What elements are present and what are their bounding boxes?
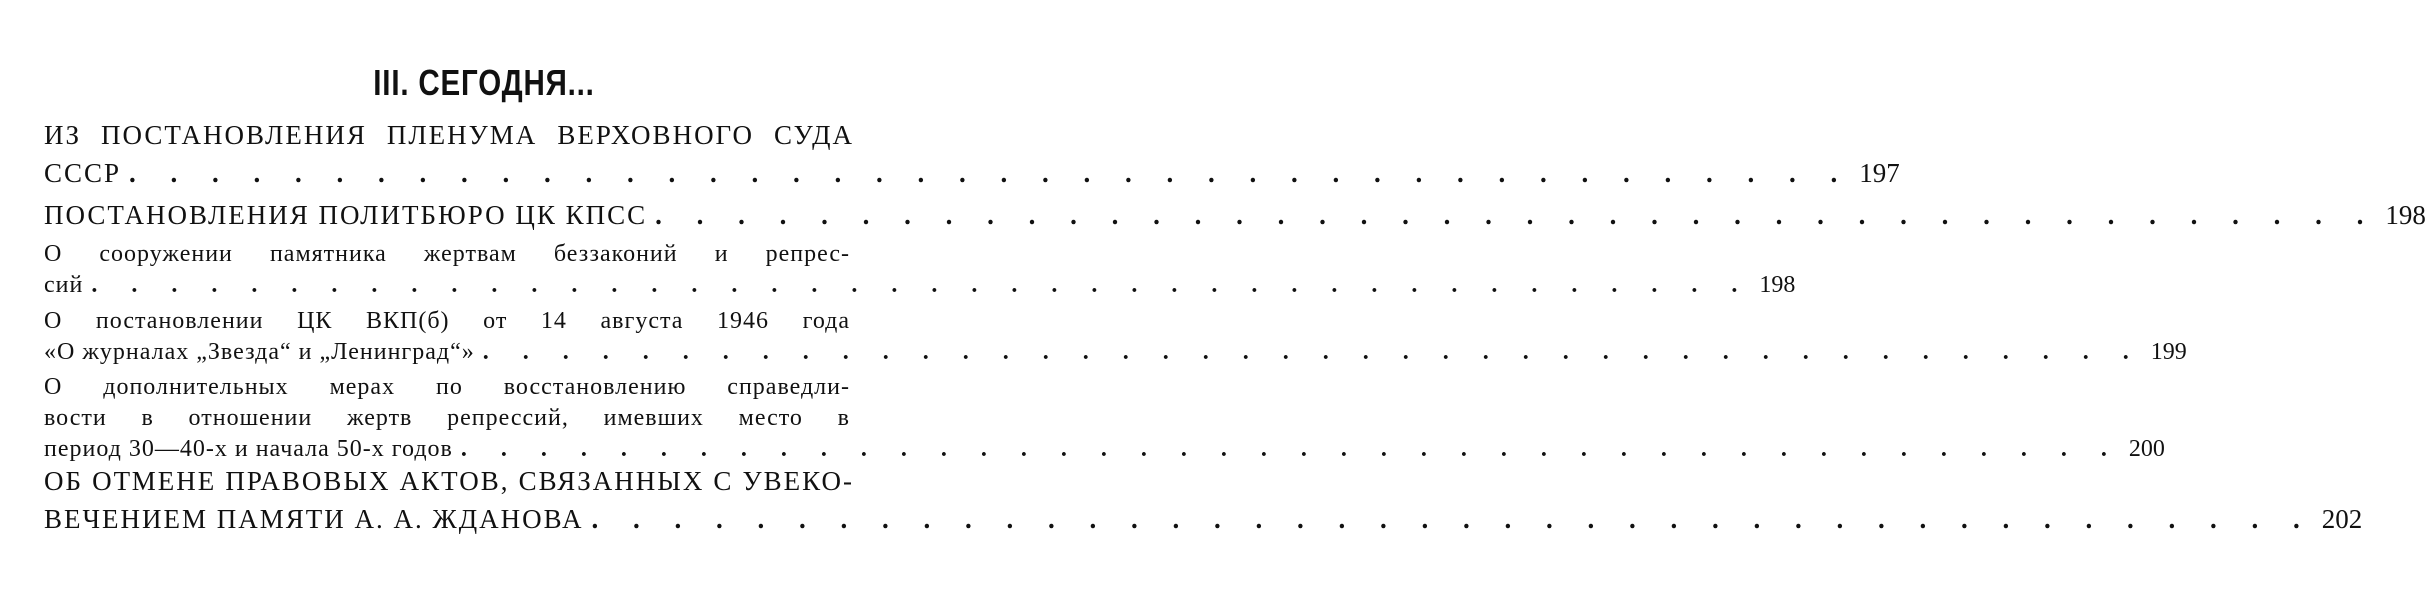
entry-title-line: ОБ ОТМЕНЕ ПРАВОВЫХ АКТОВ, СВЯЗАННЫХ С УВЕКО- [44,466,854,496]
entry-line [44,116,916,154]
page-number: 198 [2385,200,2426,230]
entry-title-line: СССР [44,158,122,188]
page-number: 199 [2150,339,2187,365]
entry-line [44,500,2363,538]
entry-title-line: вости в отношении жертв репрессий, имевших место в [44,405,850,431]
page-number: 197 [1859,158,1900,188]
entry-line [44,270,1796,301]
toc-entry[interactable] [44,306,2187,368]
entry-line [44,196,2426,234]
toc-entry[interactable] [44,239,1796,301]
dot-leader: . . . . . . . . . . . . . . . . . . . . . . . . . . . . . . . . . . . . . . . . . . [591,504,2314,534]
toc-entry[interactable] [44,116,1900,192]
entry-line [44,337,2187,368]
entry-line [44,403,916,434]
dot-leader: . . . . . . . . . . . . . . . . . . . . . . . . . . . . . . . . . . . . . . . . . . [129,158,1852,188]
dot-leader: . . . . . . . . . . . . . . . . . . . . . . . . . . . . . . . . . . . . . . . . . . [655,200,2378,230]
entry-title-line: О сооружении памятника жертвам беззаконий и репрес- [44,241,850,267]
dot-leader: . . . . . . . . . . . . . . . . . . . . . . . . . . . . . . . . . . . . . . . . . . [482,339,2143,365]
dot-leader: . . . . . . . . . . . . . . . . . . . . . . . . . . . . . . . . . . . . . . . . . . [91,272,1752,298]
toc-entry[interactable] [44,372,2165,465]
page-number: 200 [2128,436,2165,462]
entry-title-line: «О журналах „Звезда“ и „Ленинград“» [44,339,475,365]
entry-title-line: период 30—40-х и начала 50-х годов [44,436,453,462]
page-number: 202 [2321,504,2363,534]
entry-title-line: О дополнительных мерах по восстановлению справедли- [44,374,850,400]
dot-leader: . . . . . . . . . . . . . . . . . . . . . . . . . . . . . . . . . . . . . . . . . . [460,436,2121,462]
entry-line [44,306,916,337]
entry-line [44,462,916,500]
entry-line [44,372,916,403]
entry-title-line: ПОСТАНОВЛЕНИЯ ПОЛИТБЮРО ЦК КПСС [44,200,648,230]
entry-title-line: О постановлении ЦК ВКП(б) от 14 августа 1946 года [44,308,850,334]
page-number: 198 [1759,272,1796,298]
entry-title-line: сий [44,272,84,298]
section-heading: III. СЕГОДНЯ... [373,62,595,103]
entry-line [44,154,1900,192]
entry-title-line: ИЗ ПОСТАНОВЛЕНИЯ ПЛЕНУМА ВЕРХОВНОГО СУДА [44,120,854,150]
entry-line [44,239,916,270]
toc-entry[interactable] [44,196,2426,234]
toc-entry[interactable] [44,462,2363,538]
entry-title-line: ВЕЧЕНИЕМ ПАМЯТИ А. А. ЖДАНОВА [44,504,584,534]
entry-line [44,434,2165,465]
